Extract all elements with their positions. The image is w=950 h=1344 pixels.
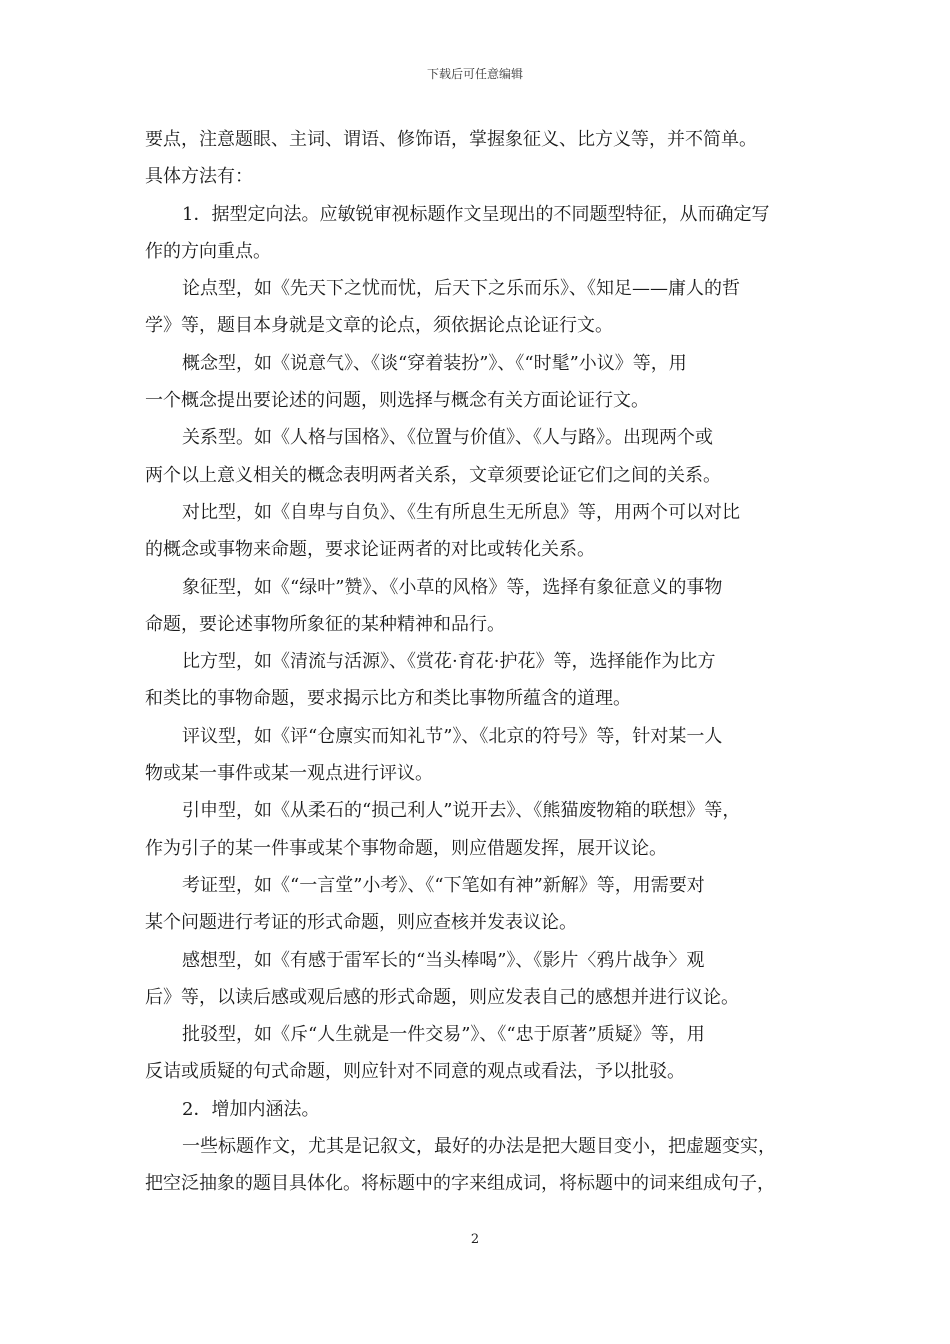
text-line: 把空泛抽象的题目具体化。将标题中的字来组成词，将标题中的词来组成句子， [145,1173,775,1195]
text-line: 引申型，如《从柔石的“损己利人”说开去》、《熊猫废物箱的联想》等， [182,800,741,822]
text-line: 具体方法有： [145,166,253,188]
text-line: 1．据型定向法。应敏锐审视标题作文呈现出的不同题型特征，从而确定写 [182,203,770,225]
text-line: 学》等，题目本身就是文章的论点，须依据论点论证行文。 [145,315,613,337]
text-line: 反诘或质疑的句式命题，则应针对不同意的观点或看法，予以批驳。 [145,1061,685,1083]
page-number: 2 [470,1232,480,1247]
text-line: 作为引子的某一件事或某个事物命题，则应借题发挥，展开议论。 [145,837,667,859]
text-line: 一些标题作文，尤其是记叙文，最好的办法是把大题目变小，把虚题变实， [182,1136,776,1158]
text-line: 一个概念提出要论述的问题，则选择与概念有关方面论证行文。 [145,390,649,412]
text-line: 比方型，如《清流与活源》、《赏花·育花·护花》等，选择能作为比方 [182,651,716,673]
text-line: 后》等，以读后感或观后感的形式命题，则应发表自己的感想并进行议论。 [145,986,739,1008]
text-line: 2．增加内涵法。 [182,1098,320,1120]
text-line: 评议型，如《评“仓廪实而知礼节”》、《北京的符号》等，针对某一人 [182,725,723,747]
text-line: 批驳型，如《斥“人生就是一件交易”》、《“忠于原著”质疑》等，用 [182,1024,705,1046]
text-line: 物或某一事件或某一观点进行评议。 [145,763,433,785]
text-line: 对比型，如《自卑与自负》、《生有所息生无所息》等，用两个可以对比 [182,501,740,523]
text-line: 作的方向重点。 [145,240,271,262]
text-line: 和类比的事物命题，要求揭示比方和类比事物所蕴含的道理。 [145,688,631,710]
text-line: 的概念或事物来命题，要求论证两者的对比或转化关系。 [145,539,595,561]
text-line: 感想型，如《有感于雷军长的“当头棒喝”》、《影片〈鸦片战争〉观 [182,949,705,971]
text-line: 考证型，如《“一言堂”小考》、《“下笔如有神”新解》等，用需要对 [182,874,705,896]
text-line: 论点型，如《先天下之忧而忧，后天下之乐而乐》、《知足——庸人的哲 [182,278,740,300]
text-line: 要点，注意题眼、主词、谓语、修饰语，掌握象征义、比方义等，并不简单。 [145,129,757,150]
text-line: 某个问题进行考证的形式命题，则应查核并发表议论。 [145,912,577,934]
page-header: 下载后可任意编辑 [426,67,523,81]
text-line: 关系型。如《人格与国格》、《位置与价值》、《人与路》。出现两个或 [182,427,713,449]
body-text [145,121,810,1203]
text-line: 两个以上意义相关的概念表明两者关系，文章须要论证它们之间的关系。 [145,464,721,486]
text-line: 命题，要论述事物所象征的某种精神和品行。 [145,613,505,635]
text-line: 象征型，如《“绿叶”赞》、《小草的风格》等，选择有象征意义的事物 [182,576,723,598]
text-line: 概念型，如《说意气》、《谈“穿着装扮”》、《“时髦”小议》等，用 [182,352,687,374]
